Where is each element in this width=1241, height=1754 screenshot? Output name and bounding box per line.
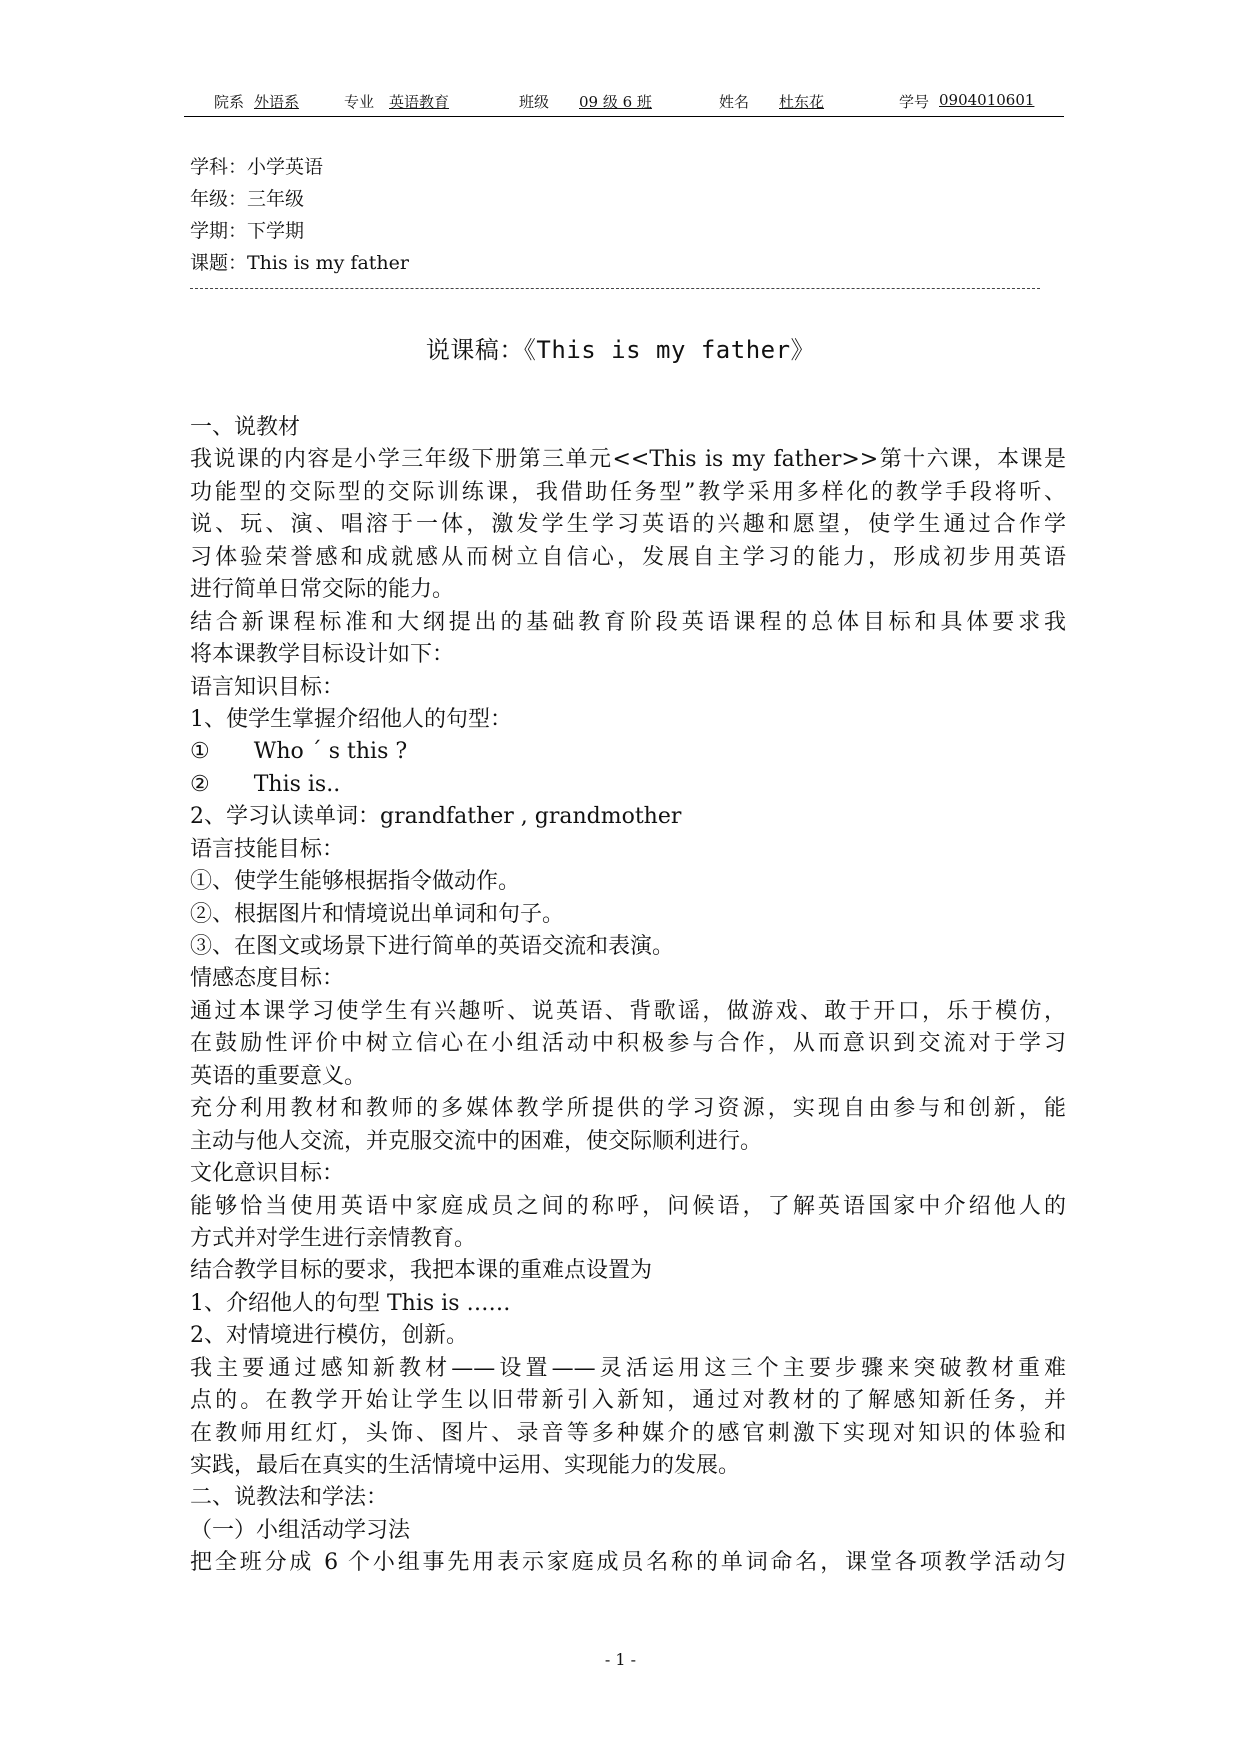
body-line: 实践，最后在真实的生活情境中运用、实现能力的发展。 — [190, 1453, 741, 1478]
page-header — [184, 86, 1064, 117]
body-line: 一、说教材 — [190, 415, 301, 440]
body-line: 主动与他人交流，并克服交流中的困难，使交际顺利进行。 — [190, 1128, 763, 1154]
body-line: 在鼓励性评价中树立信心在小组活动中积极参与合作，从而意识到交流对于学习 — [190, 1031, 1066, 1057]
body-line: 英语的重要意义。 — [190, 1063, 367, 1089]
body-line: 点的。在教学开始让学生以旧带新引入新知，通过对教材的了解感知新任务，并 — [190, 1388, 1066, 1414]
body-line: 语言知识目标： — [190, 674, 345, 700]
body-line: 进行简单日常交际的能力。 — [190, 577, 455, 603]
body-line: 功能型的交际型的交际训练课，我借助任务型”教学采用多样化的教学手段将听、 — [190, 479, 1066, 505]
body-line: 把全班分成 6 个小组事先用表示家庭成员名称的单词命名，课堂各项教学活动匀 — [190, 1550, 1066, 1576]
name-value: 杜东花 — [779, 93, 825, 111]
body-line: 情感态度目标： — [190, 966, 345, 992]
body-line: 我主要通过感知新教材——设置——灵活运用这三个主要步骤来突破教材重难 — [190, 1355, 1066, 1381]
body-line: 在教师用红灯，头饰、图片、录音等多种媒介的感官刺激下实现对知识的体验和 — [190, 1420, 1066, 1446]
body-line: ② This is.. — [190, 771, 341, 797]
body-line: ①、使学生能够根据指令做动作。 — [190, 869, 521, 895]
body-line: 1、使学生掌握介绍他人的句型： — [190, 706, 512, 732]
class-value: 09 级 6 班 — [579, 93, 652, 111]
term-line: 学期：下学期 — [190, 220, 305, 242]
body-line: 说、玩、演、唱溶于一体，激发学生学习英语的兴趣和愿望，使学生通过合作学 — [190, 512, 1066, 538]
body-line: 方式并对学生进行亲情教育。 — [190, 1225, 477, 1251]
body-line: 将本课教学目标设计如下： — [190, 642, 455, 668]
body-line: ③、在图文或场景下进行简单的英语交流和表演。 — [190, 934, 675, 959]
body-line: 二、说教法和学法： — [190, 1485, 389, 1511]
body-line: 习体验荣誉感和成就感从而树立自信心，发展自主学习的能力，形成初步用英语 — [190, 544, 1066, 570]
body-line: 充分利用教材和教师的多媒体教学所提供的学习资源，实现自由参与和创新，能 — [190, 1096, 1066, 1122]
body-line: 能够恰当使用英语中家庭成员之间的称呼，问候语，了解英语国家中介绍他人的 — [190, 1193, 1066, 1219]
subject-line: 学科：小学英语 — [190, 156, 324, 178]
grade-line: 年级：三年级 — [190, 188, 305, 210]
dept-value: 外语系 — [254, 93, 300, 111]
topic-line: 课题：This is my father — [190, 252, 409, 274]
page-number: - 1 - — [604, 1650, 637, 1669]
body-line: 结合新课程标准和大纲提出的基础教育阶段英语课程的总体目标和具体要求我 — [190, 609, 1066, 635]
dept-label: 院系 — [214, 93, 245, 111]
body-line: 结合教学目标的要求，我把本课的重难点设置为 — [190, 1258, 653, 1284]
body-line: 2、学习认读单词：grandfather , grandmother — [190, 804, 682, 830]
class-label: 班级 — [519, 93, 550, 111]
student-id-value: 0904010601 — [939, 91, 1035, 109]
body-line: 文化意识目标： — [190, 1161, 345, 1187]
student-id-label: 学号 — [899, 93, 930, 111]
body-line: 2、对情境进行模仿，创新。 — [190, 1323, 468, 1349]
name-label: 姓名 — [719, 93, 750, 111]
document-body — [190, 412, 1066, 1580]
document-title: 说课稿：《This is my father》 — [425, 336, 816, 364]
major-label: 专业 — [344, 93, 375, 111]
body-line: 1、介绍他人的句型 This is …… — [190, 1290, 511, 1316]
dashed-divider — [190, 288, 1040, 289]
body-line: 我说课的内容是小学三年级下册第三单元<<This is my father>>第十六课，本课是 — [190, 447, 1066, 473]
body-line: ②、根据图片和情境说出单词和句子。 — [190, 901, 565, 927]
body-line: ① Who ´ s this ? — [190, 739, 408, 765]
body-line: 通过本课学习使学生有兴趣听、说英语、背歌谣，做游戏、敢于开口，乐于模仿， — [190, 998, 1066, 1024]
major-value: 英语教育 — [389, 93, 450, 111]
body-line: 语言技能目标： — [190, 836, 345, 862]
body-line: （一）小组活动学习法 — [190, 1517, 411, 1543]
